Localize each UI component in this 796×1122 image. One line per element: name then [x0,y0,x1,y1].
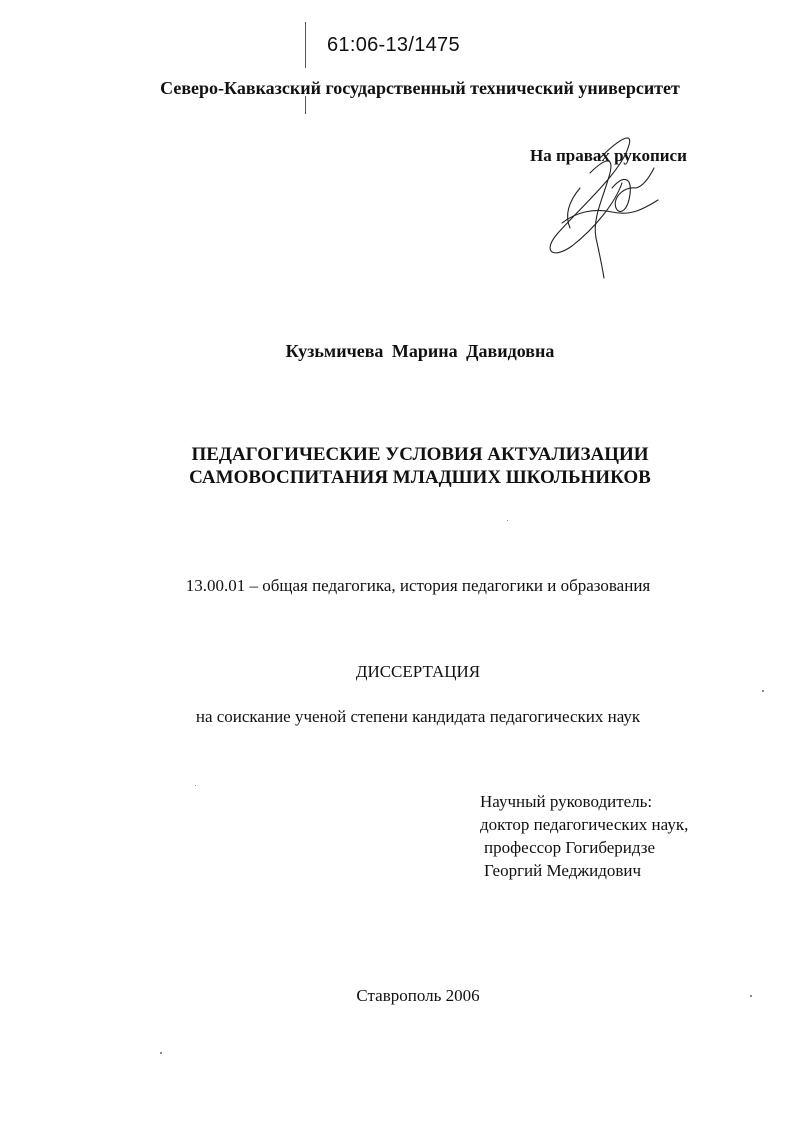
dissertation-title-line-1: ПЕДАГОГИЧЕСКИЕ УСЛОВИЯ АКТУАЛИЗАЦИИ [191,444,649,465]
handwritten-signature [540,128,680,283]
author-name: Кузьмичева Марина Давидовна [285,341,555,361]
degree-statement: на соискание ученой степени кандидата педагогических наук [195,707,641,726]
scan-speck [160,1052,162,1054]
scan-line-top [305,22,306,68]
advisor-degree: доктор педагогических наук, [480,815,689,834]
scan-speck [195,785,196,786]
university-name: Северо-Кавказский государственный технический университет [160,78,680,98]
scan-speck [762,690,764,692]
advisor-name: Георгий Меджидович [484,861,642,880]
advisor-block [480,790,688,882]
dissertation-title-line-2: САМОВОСПИТАНИЯ МЛАДШИХ ШКОЛЬНИКОВ [189,467,651,488]
document-type: ДИССЕРТАЦИЯ [355,662,481,681]
scan-speck [507,520,508,521]
manuscript-note: На правах рукописи [530,146,687,165]
advisor-position: профессор Гогиберидзе [484,838,656,857]
advisor-label: Научный руководитель: [480,792,653,811]
city-year: Ставрополь 2006 [356,986,480,1005]
catalog-number: 61:06-13/1475 [327,34,460,56]
specialty-code: 13.00.01 – общая педагогика, история педагогики и образования [185,576,651,595]
scan-speck [750,995,752,997]
